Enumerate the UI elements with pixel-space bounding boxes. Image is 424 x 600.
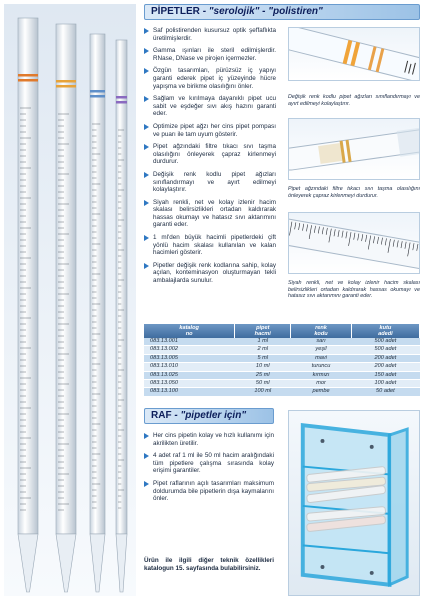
bullet-arrow-icon	[144, 48, 149, 54]
table-row: 083.13.050 50 ml mor 100 adet	[144, 380, 420, 388]
feature-item: Siyah renkli, net ve kolay izlenir hacim skalası belirsizlikleri ortadan kaldırarak hassas okumayı ve hatasız sıvı aktarımını garanti eder.	[144, 199, 276, 229]
pipette-rack-photo	[288, 410, 420, 596]
color-code-band	[116, 96, 127, 99]
feature-item: Pipet raflarının açılı tasarımları maksimum doldurumda bile pipetlerin dışa kaymalarını önler.	[144, 480, 274, 503]
feature-item: Optimize pipet ağzı her cins pipet pompası ve puarı ile tam uyum gösterir.	[144, 123, 276, 138]
table-row: 083.13.002 2 ml yeşil 500 adet	[144, 346, 420, 354]
pipette-body	[90, 34, 105, 534]
table-row: 083.13.001 1 ml sarı 500 adet	[144, 338, 420, 346]
color-code-band	[56, 85, 76, 88]
color-code-band	[18, 79, 38, 82]
pipettes-feature-list	[144, 27, 276, 290]
bullet-arrow-icon	[144, 433, 149, 439]
column-header: katalog no	[144, 324, 235, 338]
column-header: pipet hacmi	[235, 324, 291, 338]
bullet-arrow-icon	[144, 68, 149, 74]
feature-item: Pipetler değişik renk kodlarına sahip, kolay açılan, konteminasyon oluşturmayan tekli ambalajlarda sunulur.	[144, 262, 276, 285]
bullet-arrow-icon	[144, 453, 149, 459]
bullet-arrow-icon	[144, 144, 149, 150]
pipettes-photo	[4, 4, 136, 596]
bullet-arrow-icon	[144, 235, 149, 241]
color-code-band	[18, 74, 38, 77]
color-code-band	[56, 80, 76, 83]
pipette-color-codes-photo	[288, 27, 420, 81]
bullet-arrow-icon	[144, 124, 149, 130]
column-header: renk kodu	[291, 324, 352, 338]
bullet-arrow-icon	[144, 172, 149, 178]
raf-feature-list	[144, 432, 274, 508]
bullet-arrow-icon	[144, 200, 149, 206]
column-header: kutu adedi	[351, 324, 419, 338]
feature-item: 1 ml'den büyük hacimli pipetlerdeki çift yönlü hacim skalası kullanılan ve kalan hacimleri gösterir.	[144, 234, 276, 257]
pipette-body	[56, 24, 76, 534]
bullet-arrow-icon	[144, 96, 149, 102]
pipette-filter-plug-photo	[288, 118, 420, 180]
table-row: 083.13.010 10 ml turuncu 200 adet	[144, 363, 420, 371]
caption-color-codes: Değişik renk kodlu pipet ağızları sınıflandırmayı ve ayırt edilmeyi kolaylaştırır.	[288, 94, 420, 107]
pipette-scale-photo	[288, 212, 420, 274]
feature-item: Her cins pipetin kolay ve hızlı kullanımı için akrilikten üretilir.	[144, 432, 274, 447]
feature-item: Özgün tasarımları, pürüzsüz iç yapıyı garanti ederek pipet iç yüzeyinde hücre yapışma ve birikme olasılığını önler.	[144, 67, 276, 90]
table-row: 083.13.025 25 ml kırmızı 150 adet	[144, 371, 420, 379]
raf-subtitle: - "pipetler için"	[174, 410, 247, 421]
feature-item: Değişik renk kodlu pipet ağızları sınıflandırmayı ve ayırt edilmeyi kolaylaştırır.	[144, 171, 276, 194]
feature-item: Gamma ışınları ile steril edilmişlerdir. RNase, DNase ve pirojen içermezler.	[144, 47, 276, 62]
raf-section-header	[144, 408, 274, 424]
table-row: 083.13.005 5 ml mavi 200 adet	[144, 354, 420, 362]
catalog-table	[144, 324, 420, 397]
color-code-band	[116, 101, 127, 104]
pipettes-subtitle: - "serolojik" - "polistiren"	[202, 6, 323, 17]
caption-filter-plug: Pipet ağzındaki filtre tıkacı sıvı taşma olasılığını önleyerek çapraz kirlenmeyi durdurur.	[288, 186, 420, 199]
table-header-row	[144, 324, 420, 338]
raf-title: RAF	[151, 410, 172, 421]
color-code-band	[90, 90, 105, 93]
bullet-arrow-icon	[144, 263, 149, 269]
bullet-arrow-icon	[144, 28, 149, 34]
feature-item: 4 adet raf 1 ml ile 50 ml hacim aralığındaki tüm pipetlere çalışma sırasında kolay erişimi garantiler.	[144, 452, 274, 475]
technical-note: Ürün ile ilgili diğer teknik özellikleri katalogun 15. sayfasında bulabilirsiniz.	[144, 557, 274, 572]
feature-item: Pipet ağzındaki filtre tıkacı sıvı taşma olasılığını önleyerek çapraz kirlenmeyi durdurur.	[144, 143, 276, 166]
table-row: 083.13.100 100 ml pembe 50 adet	[144, 388, 420, 396]
caption-volume-scale: Siyah renkli, net ve kolay izlenir hacim skalası belirsizlikleri ortadan kaldırarak hassas okumayı ve hatasız sıvı aktarımını garanti eder.	[288, 280, 420, 300]
pipettes-section-header	[144, 4, 420, 20]
pipettes-title: PİPETLER	[151, 6, 200, 17]
color-code-band	[90, 95, 105, 98]
feature-item: Saf polistirenden kusursuz optik şeffaflıkta üretilmişlerdir.	[144, 27, 276, 42]
bullet-arrow-icon	[144, 481, 149, 487]
feature-item: Sağlam ve kırılmaya dayanıklı pipet ucu sabit ve eşdeğer sıvı akış hazını garanti eder.	[144, 95, 276, 118]
